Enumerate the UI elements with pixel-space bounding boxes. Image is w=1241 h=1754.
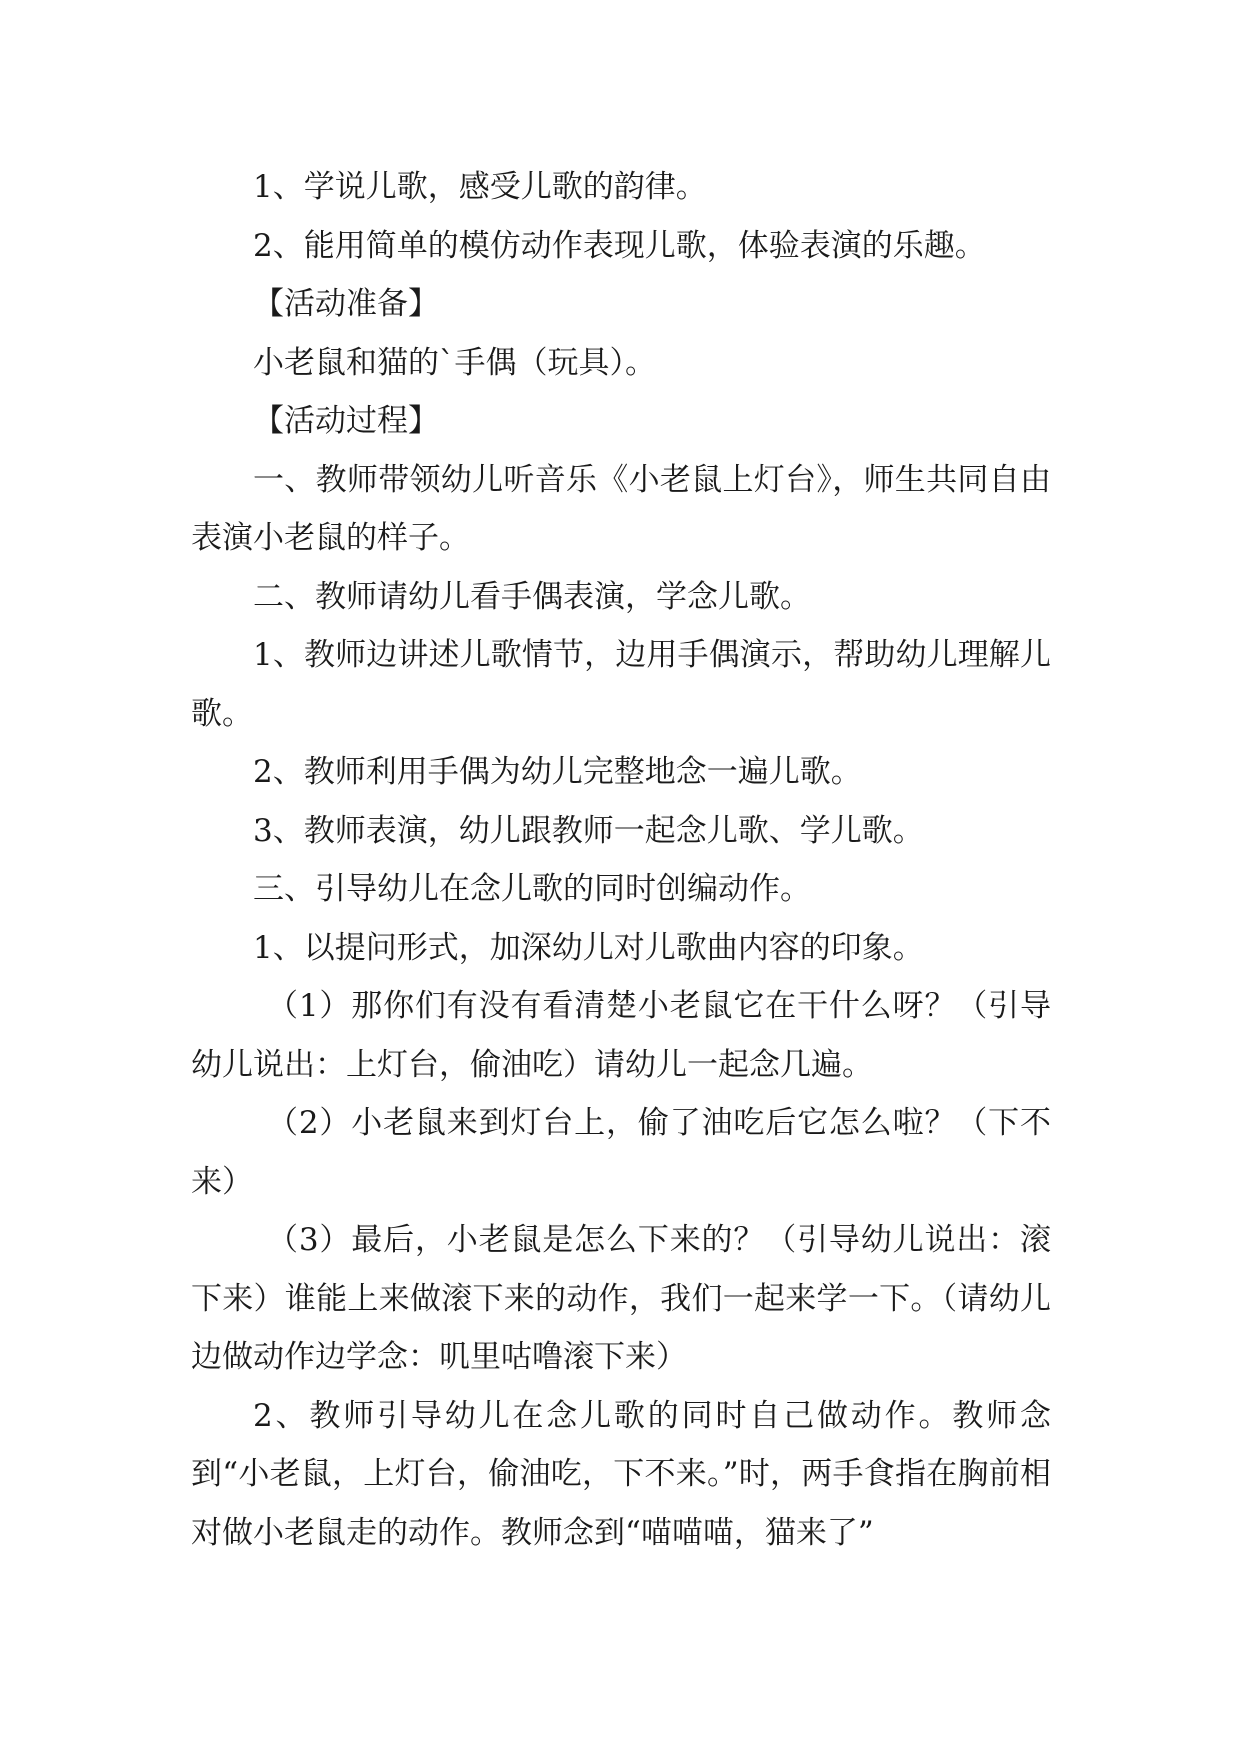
question-3: （3）最后，小老鼠是怎么下来的？（引导幼儿说出：滚下来）谁能上来做滚下来的动作，我们一起来学一下。（请幼儿边做动作边学念：叽里咕噜滚下来） xyxy=(191,1222,1051,1375)
preparation-text: 小老鼠和猫的`手偶（玩具）。 xyxy=(253,344,656,381)
document-body xyxy=(191,158,1051,1562)
question-1: （1）那你们有没有看清楚小老鼠它在干什么呀？（引导幼儿说出：上灯台，偷油吃）请幼儿一起念几遍。 xyxy=(191,988,1051,1083)
section-heading-preparation: 【活动准备】 xyxy=(253,286,439,322)
process-step-2-item-3: 3、教师表演，幼儿跟教师一起念儿歌、学儿歌。 xyxy=(253,812,924,849)
question-2: （2）小老鼠来到灯台上，偷了油吃后它怎么啦？（下不来） xyxy=(191,1105,1051,1200)
process-step-2-item-1: 1、教师边讲述儿歌情节，边用手偶演示，帮助幼儿理解儿歌。 xyxy=(191,637,1051,732)
process-step-3-item-2: 2、教师引导幼儿在念儿歌的同时自己做动作。教师念到“小老鼠，上灯台，偷油吃，下不来。”时，两手食指在胸前相对做小老鼠走的动作。教师念到“喵喵喵，猫来了” xyxy=(191,1397,1051,1551)
goal-2: 2、能用简单的模仿动作表现儿歌，体验表演的乐趣。 xyxy=(253,227,986,264)
section-heading-process: 【活动过程】 xyxy=(253,403,439,439)
process-step-2: 二、教师请幼儿看手偶表演，学念儿歌。 xyxy=(253,578,811,615)
process-step-1: 一、教师带领幼儿听音乐《小老鼠上灯台》，师生共同自由表演小老鼠的样子。 xyxy=(191,461,1051,556)
goal-1: 1、学说儿歌，感受儿歌的韵律。 xyxy=(253,169,707,205)
process-step-3-item-1: 1、以提问形式，加深幼儿对儿歌曲内容的印象。 xyxy=(253,929,924,966)
process-step-3: 三、引导幼儿在念儿歌的同时创编动作。 xyxy=(253,871,811,907)
process-step-2-item-2: 2、教师利用手偶为幼儿完整地念一遍儿歌。 xyxy=(253,754,862,790)
